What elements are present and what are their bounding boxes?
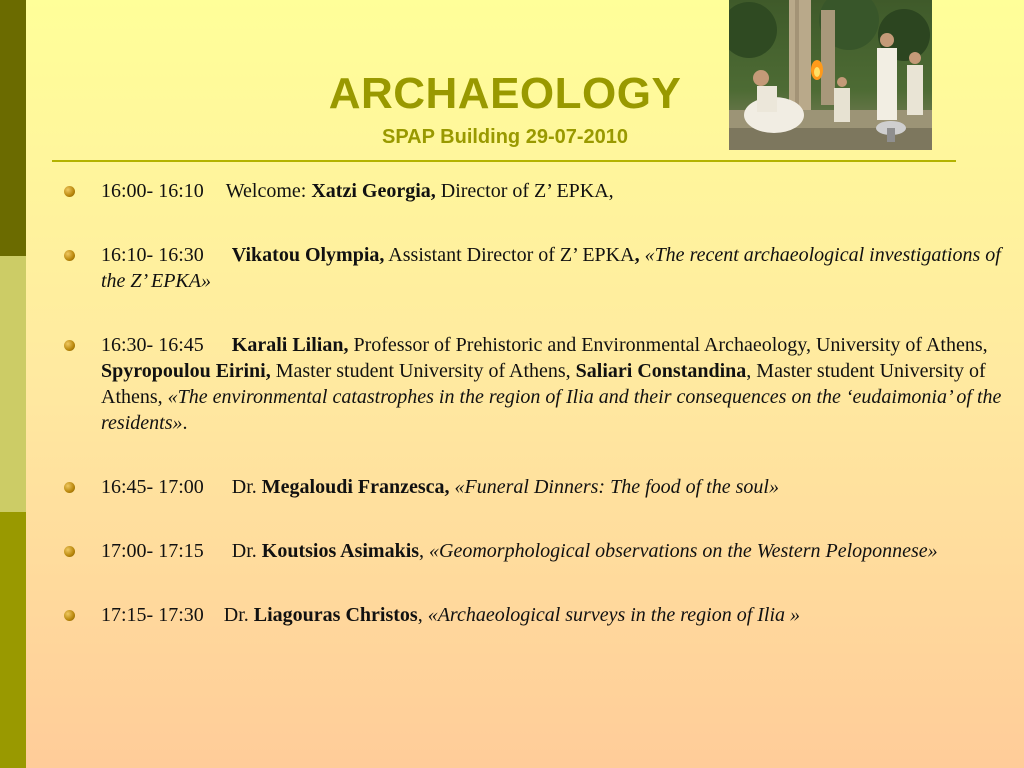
- end-mark: .: [182, 412, 188, 434]
- left-band-light: [0, 256, 26, 512]
- speaker-role: Professor of Prehistoric and Environmental Archaeology, University of Athens,: [348, 334, 988, 356]
- bullet-icon: [64, 340, 75, 351]
- title-divider: [52, 160, 956, 162]
- time-slot: 17:00- 17:15: [101, 540, 204, 562]
- speaker-name: Koutsios Asimakis: [261, 540, 420, 562]
- speaker-name: Saliari Constandina: [575, 360, 747, 382]
- item-prefix: Welcome:: [225, 180, 312, 202]
- speaker-name: Spyropoulou Eirini,: [101, 360, 271, 382]
- item-prefix: Dr.: [231, 540, 262, 562]
- time-slot: 16:00- 16:10: [101, 180, 204, 202]
- talk-title: «Archaeological surveys in the region of Ilia »: [427, 604, 801, 626]
- left-band-olive: [0, 512, 26, 768]
- bullet-icon: [64, 546, 75, 557]
- left-band-dark: [0, 0, 26, 256]
- list-item: [64, 474, 1004, 500]
- speaker-role: Master student University of Athens,: [270, 360, 576, 382]
- speaker-role: , Master student University of Athens,: [101, 360, 986, 408]
- talk-title: «The recent archaeological investigations of the Z’ EPKA»: [101, 244, 1001, 292]
- time-slot: 17:15- 17:30: [101, 604, 204, 626]
- list-item: [64, 242, 1004, 294]
- item-prefix: Dr.: [231, 476, 262, 498]
- bullet-icon: [64, 610, 75, 621]
- talk-title: «Funeral Dinners: The food of the soul»: [449, 476, 779, 498]
- separator: ,: [634, 244, 640, 266]
- slide-title: ARCHAEOLOGY: [328, 69, 682, 118]
- list-item: [64, 332, 1004, 436]
- time-slot: 16:45- 17:00: [101, 476, 204, 498]
- time-slot: 16:10- 16:30: [101, 244, 204, 266]
- separator: ,: [419, 540, 430, 562]
- list-item: [64, 538, 1004, 564]
- speaker-name: Liagouras Christos: [253, 604, 418, 626]
- item-prefix: Dr.: [223, 604, 254, 626]
- list-item: [64, 602, 1004, 628]
- talk-title: «Geomorphological observations on the Western Peloponnese»: [429, 540, 938, 562]
- slide-subtitle: SPAP Building 29-07-2010: [381, 126, 628, 148]
- talk-title: «The environmental catastrophes in the region of Ilia and their consequences on the ‘eudaimonia’ of the residents»: [101, 386, 1002, 434]
- schedule-list: [64, 178, 1004, 628]
- speaker-role: Director of Z’ EPKA,: [435, 180, 614, 202]
- speaker-name: Xatzi Georgia,: [311, 180, 436, 202]
- list-item: [64, 178, 1004, 204]
- separator: ,: [417, 604, 428, 626]
- speaker-role: Assistant Director of Z’ EPKA: [384, 244, 635, 266]
- time-slot: 16:30- 16:45: [101, 334, 204, 356]
- torch-ceremony-photo: [729, 0, 932, 150]
- bullet-icon: [64, 186, 75, 197]
- speaker-name: Vikatou Olympia,: [231, 244, 385, 266]
- bullet-icon: [64, 482, 75, 493]
- speaker-name: Karali Lilian,: [231, 334, 349, 356]
- speaker-name: Megaloudi Franzesca,: [261, 476, 450, 498]
- bullet-icon: [64, 250, 75, 261]
